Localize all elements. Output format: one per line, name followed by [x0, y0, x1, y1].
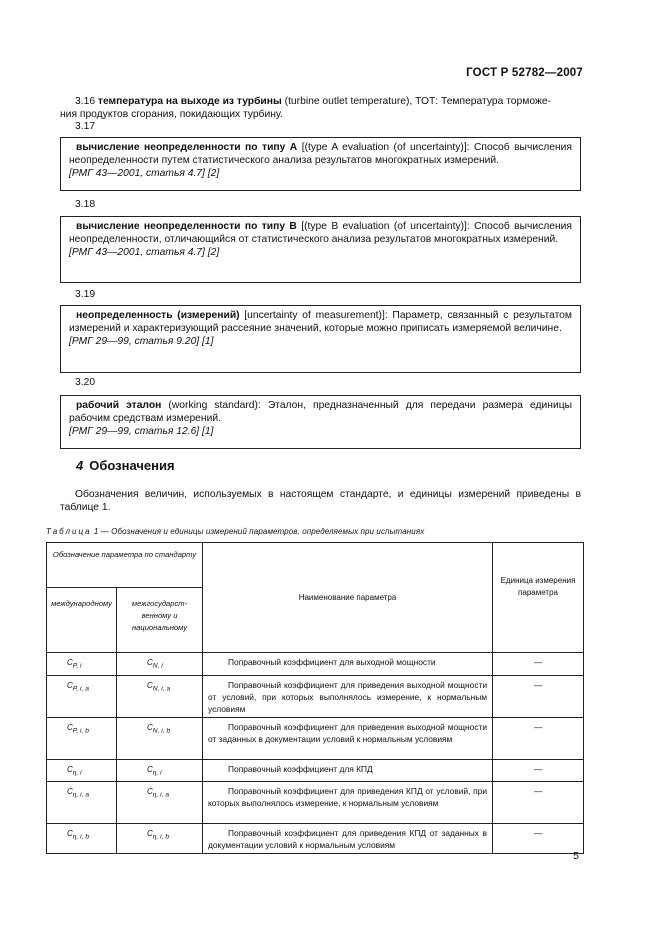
term-number: 3.16 — [75, 96, 96, 107]
term-name: вычисление неопределенности по типу А — [76, 142, 298, 153]
symbol-national: $C_{N, i, a}$ — [117, 675, 203, 717]
symbol-national: $C_{\eta, i, b}$ — [117, 824, 203, 854]
table-caption — [46, 527, 586, 536]
parameter-name: Поправочный коэффициент для приведения КПД от условий, при которых выполнялось измерение, к нормальным условиям — [203, 782, 493, 824]
table-caption-label: Таблица — [46, 527, 92, 536]
page-number: 5 — [573, 850, 579, 862]
section-heading — [76, 458, 175, 473]
header-designation-group: Обозначение параметра по стандарту — [47, 543, 203, 588]
parameter-unit: — — [493, 824, 584, 854]
header-parameter-name: Наименование параметра — [203, 543, 493, 653]
section-number: 4 — [76, 458, 84, 473]
term-definition: [(type B evaluation (of uncertainty)]: Способ вычисления неопределенности, отличающийся от статистического анализа результатов многократных измерений. — [69, 221, 572, 245]
parameter-name: Поправочный коэффициент для приведения выходной мощности от заданных в документации условий к нормальным условиям — [203, 717, 493, 759]
parameter-unit: — — [493, 759, 584, 782]
term-name: вычисление неопределенности по типу В — [76, 221, 297, 232]
section-intro: Обозначения величин, используемых в настоящем стандарте, и единицы измерений приведены в таблице 1. — [60, 489, 581, 513]
parameter-name: Поправочный коэффициент для выходной мощности — [203, 653, 493, 676]
symbol-international: $C_{\eta, i, a}$ — [47, 782, 117, 824]
term-definition: [uncertainty of measurement)]: Параметр, связанный с результатом измерений и характеризующий рассеяние значений, которые можно приписать измеряемой величине. — [69, 310, 572, 334]
symbol-international: $C_{P, i, b}$ — [47, 717, 117, 759]
header-national: межгосударственному и национальному — [117, 588, 203, 653]
table-caption-text: 1 — Обозначения и единицы измерений параметров, определяемых при испытаниях — [91, 527, 425, 536]
header-unit: Единица измерения параметра — [493, 543, 584, 653]
term-box-3-19 — [60, 305, 581, 373]
term-definition-line1: (turbine outlet temperature), ТОТ: Температура торможе- — [281, 96, 551, 107]
term-number-3-18: 3.18 — [75, 199, 96, 210]
symbol-national: $C_{\eta, i}$ — [117, 759, 203, 782]
term-number-3-19: 3.19 — [75, 289, 96, 300]
term-3-16 — [60, 95, 581, 121]
parameter-unit: — — [493, 653, 584, 676]
parameter-name: Поправочный коэффициент для приведения КПД от заданных в документации условий к нормальным условиям — [203, 824, 493, 854]
document-code-header: ГОСТ Р 52782—2007 — [466, 67, 583, 79]
term-reference: [РМГ 29—99, статья 12.6] [1] — [69, 426, 214, 437]
parameter-name: Поправочный коэффициент для КПД — [203, 759, 493, 782]
term-definition-line2: ния продуктов сгорания, покидающих турбину. — [60, 109, 283, 120]
term-reference: [РМГ 29—99, статья 9.20] [1] — [69, 336, 214, 347]
symbol-international: $C_{P, i, a}$ — [47, 675, 117, 717]
parameter-name: Поправочный коэффициент для приведения выходной мощности от условий, при которых выполнялось измерение, к нормальным условиям — [203, 675, 493, 717]
parameter-unit: — — [493, 717, 584, 759]
parameter-unit: — — [493, 782, 584, 824]
symbol-national: $C_{\eta, i, a}$ — [117, 782, 203, 824]
header-international: международному — [47, 588, 117, 653]
table-row — [47, 717, 584, 759]
parameter-unit: — — [493, 675, 584, 717]
table-header-row — [47, 543, 584, 588]
term-definition: (working standard): Эталон, предназначенный для передачи размера единицы рабочим средствам измерений. — [69, 400, 572, 424]
symbol-international: $C_{P, i}$ — [47, 653, 117, 676]
term-box-3-18 — [60, 216, 581, 283]
term-name: рабочий эталон — [76, 400, 162, 411]
term-definition: [(type A evaluation (of uncertainty)]: Способ вычисления неопределенности путем статистического анализа результатов многократных измерений. — [69, 142, 572, 166]
term-reference: [РМГ 43—2001, статья 4.7] [2] — [69, 168, 220, 179]
symbol-international: $C_{\eta, i, b}$ — [47, 824, 117, 854]
table-row — [47, 675, 584, 717]
symbol-national: $C_{N, i}$ — [117, 653, 203, 676]
term-name: температура на выходе из турбины — [97, 96, 282, 107]
symbols-table — [46, 542, 584, 854]
term-box-3-20 — [60, 395, 581, 449]
term-number-3-20: 3.20 — [75, 377, 96, 388]
term-number-3-17: 3.17 — [75, 121, 96, 132]
symbol-national: $C_{N, i, b}$ — [117, 717, 203, 759]
section-title: Обозначения — [89, 458, 175, 473]
table-row — [47, 653, 584, 676]
term-reference: [РМГ 43—2001, статья 4.7] [2] — [69, 247, 220, 258]
term-box-3-17 — [60, 137, 581, 191]
symbol-international: $C_{\eta, i}$ — [47, 759, 117, 782]
table-row — [47, 782, 584, 824]
table-row — [47, 759, 584, 782]
table-row — [47, 824, 584, 854]
term-name: неопределенность (измерений) — [76, 310, 240, 321]
